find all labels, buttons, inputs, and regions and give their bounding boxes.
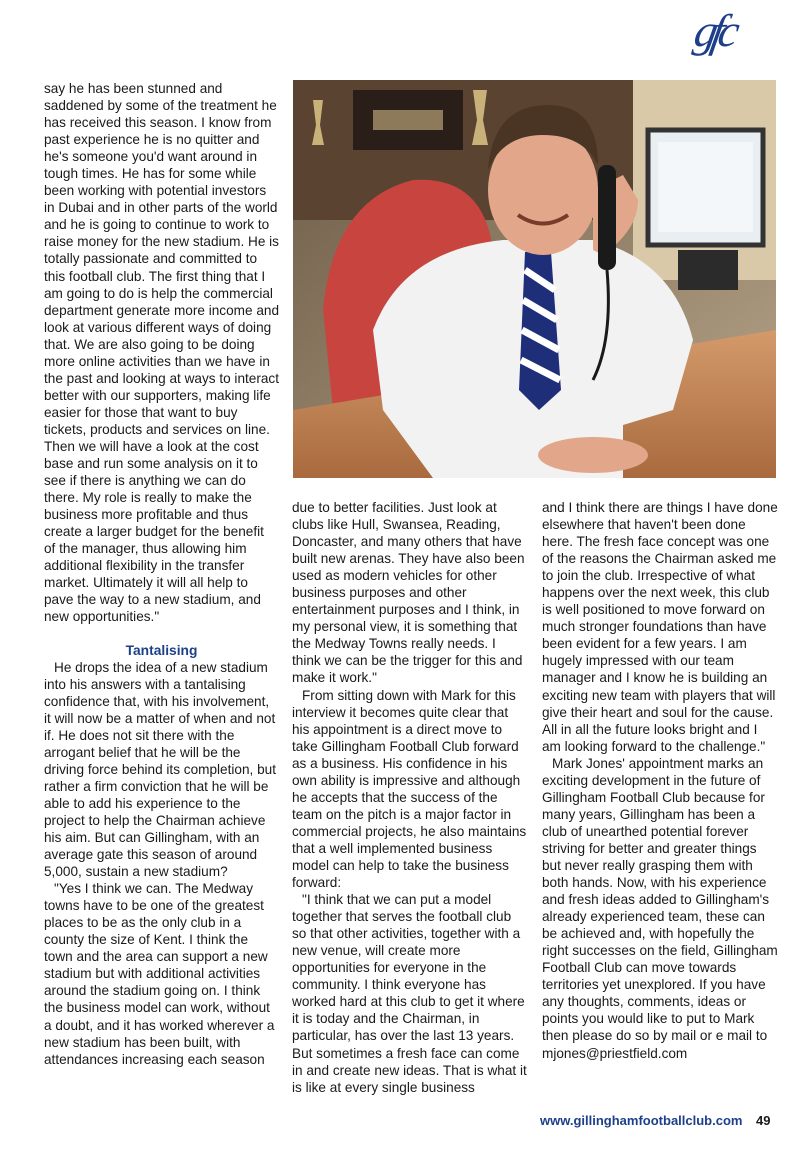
article-paragraph: and I think there are things I have done elsewhere that haven't been done here. The fresh face concept was one of the reasons the Chairman asked me to join the club. Irrespective of what happens over the next week, this club is well positioned to move forward on much stronger foundations than have been evident for a few years. I am hugely impressed with our team manager and I know he is building an exciting new team with players that will give their heart and soul for the cause. All in all the future looks bright and I am looking forward to the challenge." [542,500,778,754]
club-logo: gfc [690,5,738,56]
photo-illustration [293,80,776,478]
interview-photo [293,80,776,478]
article-paragraph: "I think that we can put a model together that serves the football club so that other activities, together with a new venue, will create more opportunities for everyone in the community. I think everyone has worked hard at this club to get it where it is today and the Chairman, in particular, has over the last 13 years. But sometimes a fresh face can come in and create new ideas. That is what it is like at every single business [292,892,527,1095]
article-paragraph: say he has been stunned and saddened by some of the treatment he has received this season. I know from past experience he is no quitter and he's someone you'd want around in tough times. He has for some while been working with potential investors in Dubai and in other parts of the world and he is going to continue to work to raise money for the new stadium. He is totally passionate and committed to this football club. The first thing that I am going to do is help the commercial department generate more income and look at various different ways of doing that. We are also going to be doing more online activities than we have in the past and looking at ways to interact better with our supporters, making life easier for those that want to buy tickets, products and services on line. Then we will have a look at the cost base and run some analysis on it to see if there is anything we can do there. My role is really to make the business more profitable and thus create a larger budget for the benefit of the manager, thus allowing him additional flexibility in the transfer market. Ultimately it will all help to pave the way to a new stadium, and new opportunities." [44,81,280,625]
article-paragraph: Mark Jones' appointment marks an exciting development in the future of Gillingham Football Club because for many years, Gillingham has been a club of unearthed potential forever striving for better and greater things but never really grasping them with both hands. Now, with his experience and fresh ideas added to Gillingham's already experienced team, these can be achieved and, with hopefully the right successes on the field, Gillingham Football Club can move towards territories yet unexplored. If you have any thoughts, comments, ideas or points you would like to put to Mark then please do so by mail or e mail to mjones@priestfield.com [542,755,778,1061]
article-paragraph: due to better facilities. Just look at clubs like Hull, Swansea, Reading, Doncaster, and many others that have built new arenas. They have also been used as modern vehicles for other business purposes and other entertainment purposes and I think, in my personal view, it is something that the Medway Towns really needs. I think we can be the trigger for this and make it work." [292,500,525,686]
footer-website: www.gillinghamfootballclub.com [540,1113,743,1128]
article-paragraph: From sitting down with Mark for this interview it becomes quite clear that his appointment is a direct move to take Gillingham Football Club forward as a business. His confidence in his own ability is impressive and although he accepts that the success of the team on the pitch is a major factor in commercial projects, he also maintains that a well implemented business model can help to take the business forward: [292,687,527,891]
article-column-2 [292,499,528,1096]
article-paragraph: He drops the idea of a new stadium into his answers with a tantalising confidence that, with his involvement, it will now be a matter of when and not if. He does not sit there with the arrogant belief that he will be the driving force behind its completion, but rather a firm conviction that he will be able to add his experience to the project to help the Chairman achieve his aim. But can Gillingham, with an average gate this season of around 5,000, sustain a new stadium? [44,659,276,880]
article-column-3 [542,499,778,1062]
article-column-1 [44,80,279,1068]
article-paragraph: "Yes I think we can. The Medway towns have to be one of the greatest places to be as the only club in a county the size of Kent. I think the town and the area can support a new stadium but with additional activities around the stadium going on. I think the business model can work, without a doubt, and it has worked wherever a new stadium has been built, with attendances increasing each season [44,881,275,1067]
subheading: Tantalising [125,642,198,658]
page-number: 49 [756,1113,771,1128]
